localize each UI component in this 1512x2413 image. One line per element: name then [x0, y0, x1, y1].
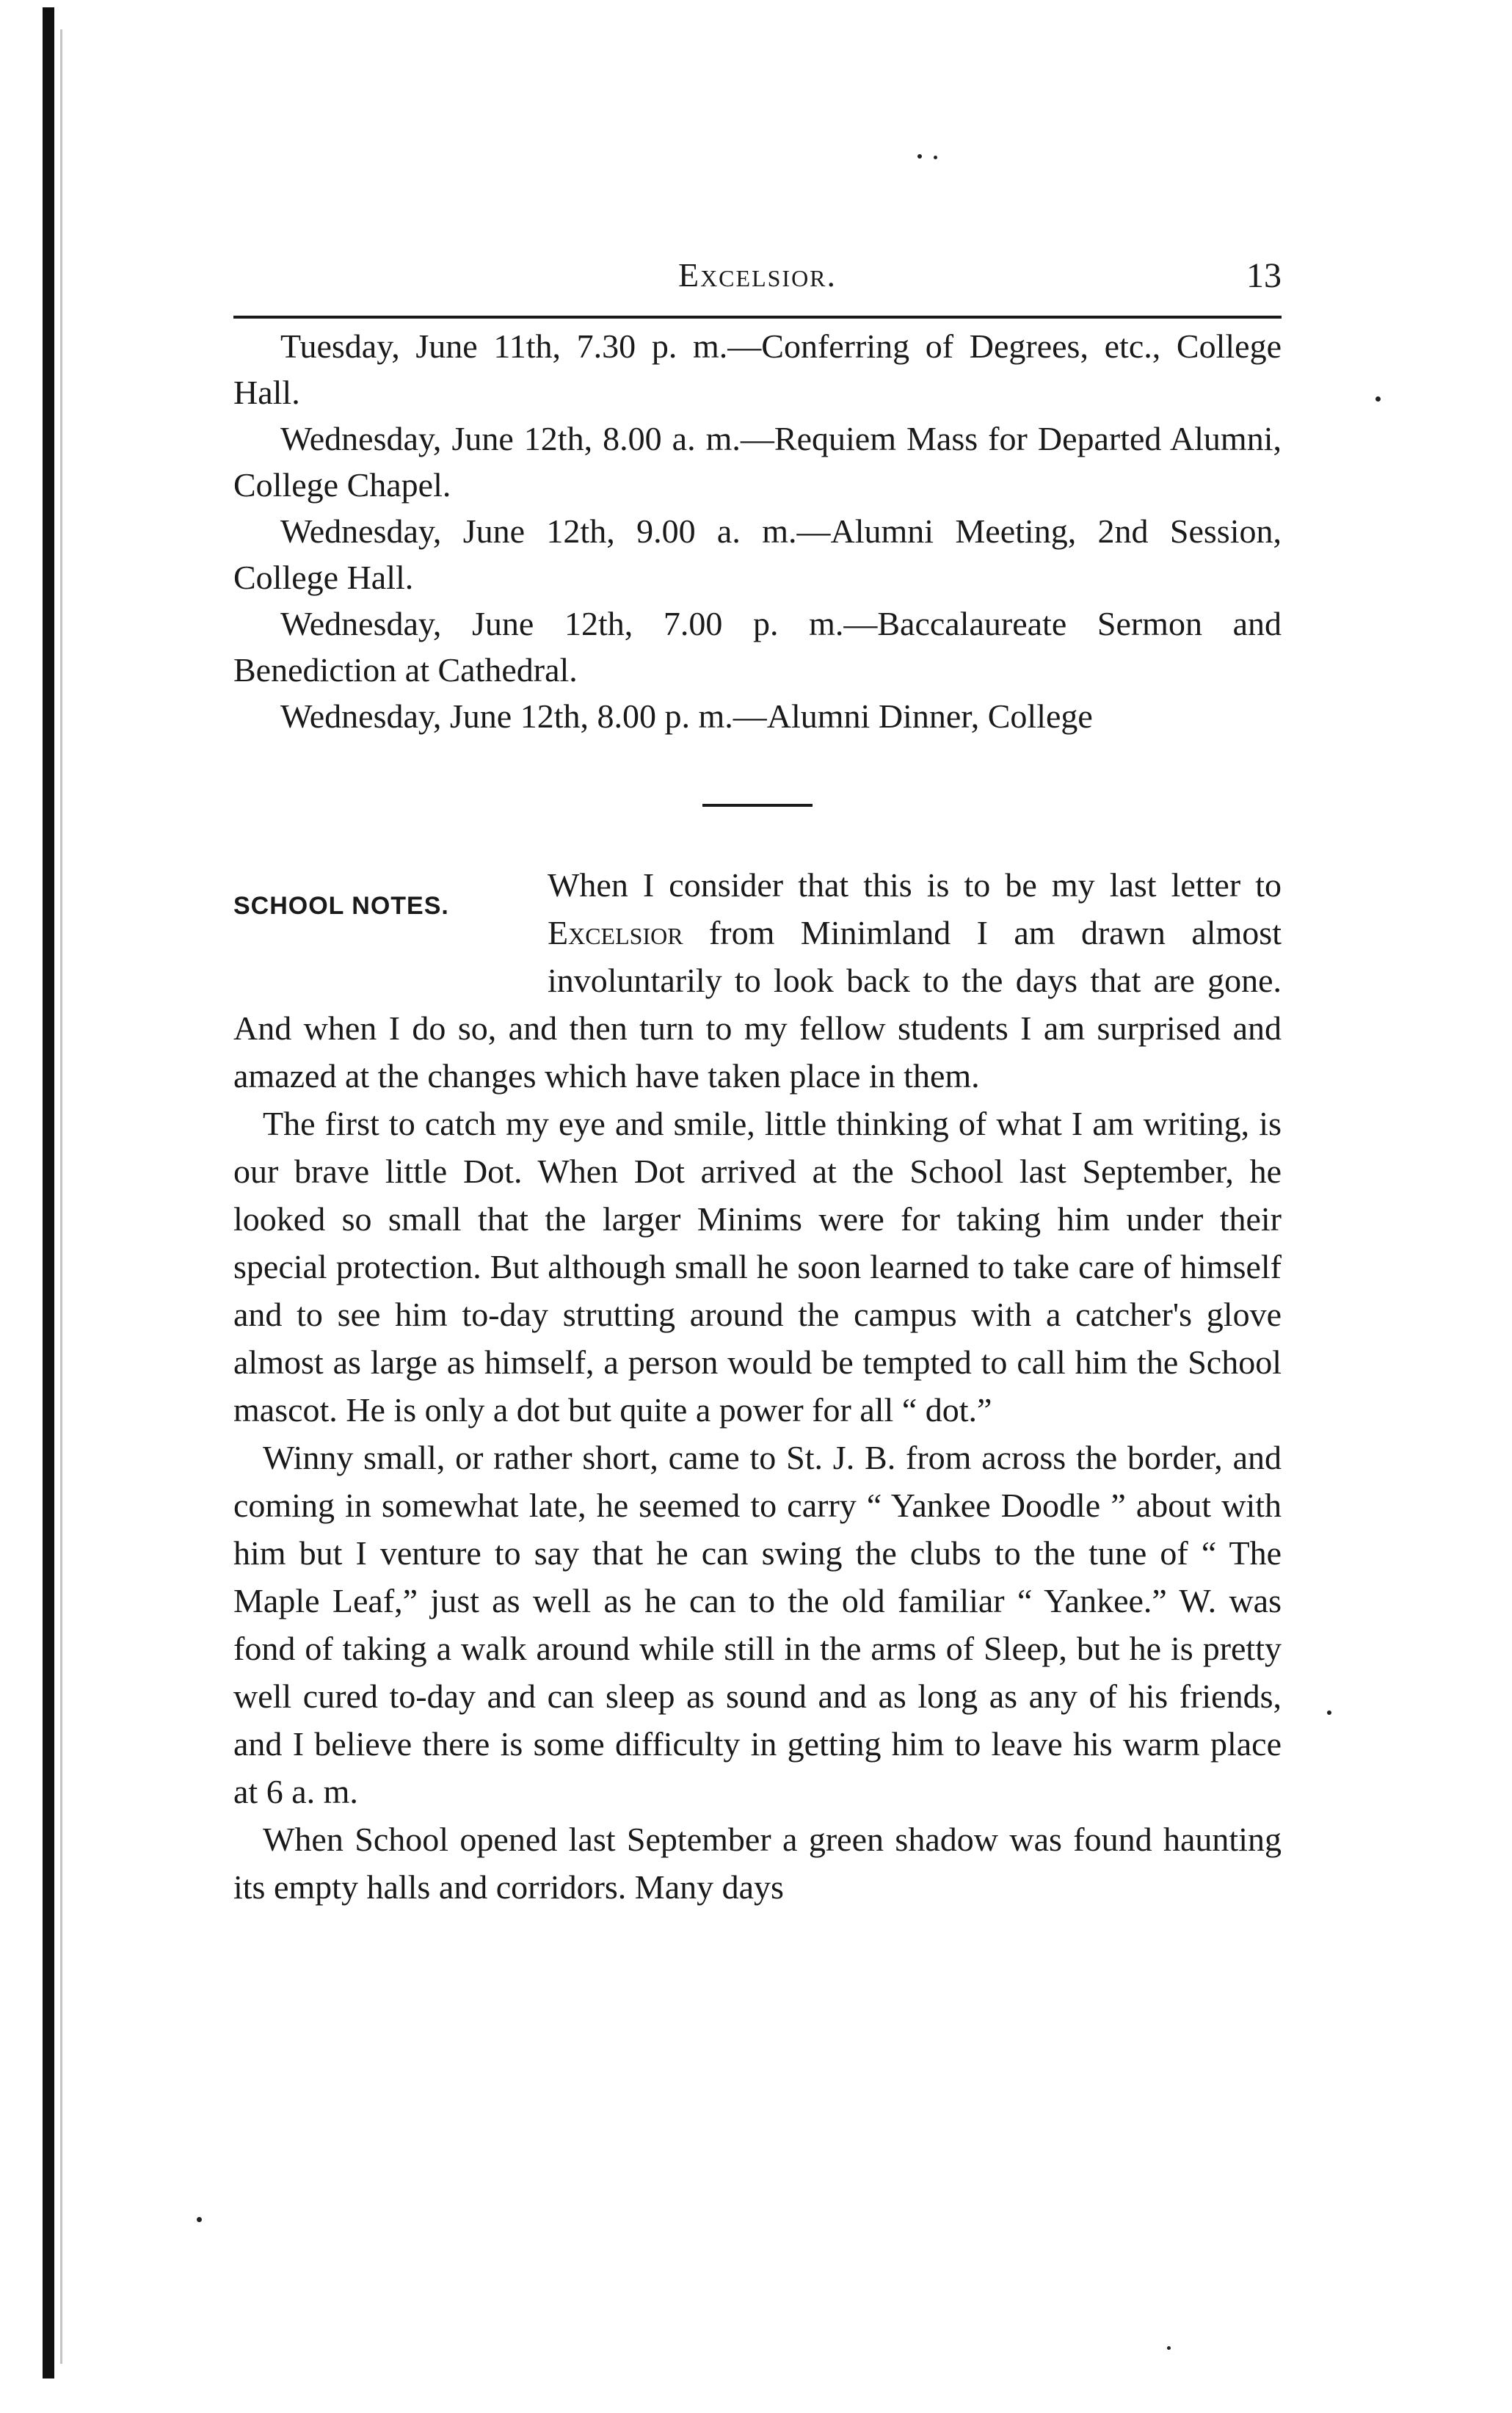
page-number: 13	[1246, 256, 1282, 295]
schedule-entry: Wednesday, June 12th, 8.00 p. m.—Alumni Dinner, College	[280, 697, 1093, 735]
school-notes-section	[233, 861, 1282, 1911]
print-speck	[1167, 2346, 1171, 2350]
print-speck	[917, 154, 922, 159]
magazine-name: Excelsior	[548, 914, 683, 951]
running-head-title: Excelsior.	[677, 256, 837, 294]
schedule-entry: Wednesday, June 12th, 9.00 a. m.—Alumni Meeting, 2nd Session, College Hall.	[233, 512, 1282, 596]
section-divider	[702, 804, 813, 807]
commencement-schedule	[233, 323, 1282, 739]
book-page	[233, 242, 1282, 1911]
schedule-entry: Tuesday, June 11th, 7.30 p. m.—Conferring of Degrees, etc., College Hall.	[233, 327, 1282, 411]
schedule-entry: Wednesday, June 12th, 7.00 p. m.—Baccalaureate Sermon and Benediction at Cathedral.	[233, 605, 1282, 689]
intro-text-end: from Minimland I am drawn almost involuntarily to look back to the days that are gone. And when I do so, and then turn to my fellow students I am surprised and amazed at the changes which have taken place in them.	[233, 914, 1282, 1095]
header-rule	[233, 316, 1282, 319]
schedule-entry: Wednesday, June 12th, 8.00 a. m.—Requiem Mass for Departed Alumni, College Chapel.	[233, 420, 1282, 504]
running-head	[233, 242, 1282, 323]
binding-shadow	[60, 29, 62, 2364]
print-speck	[197, 2217, 202, 2222]
notes-paragraph: The first to catch my eye and smile, little thinking of what I am writing, is our brave little Dot. When Dot arrived at the School last September, he looked so small that the larger Minims were for taking him under their special protection. But although small he soon learned to take care of himself and to see him to-day strutting around the campus with a catcher's glove almost as large as himself, a person would be tempted to call him the School mascot. He is only a dot but quite a power for all “ dot.”	[233, 1105, 1282, 1429]
notes-paragraph: Winny small, or rather short, came to St. J. B. from across the border, and coming in somewhat late, he seemed to carry “ Yankee Doodle ” about with him but I venture to say that he can swing the clubs to the tune of “ The Maple Leaf,” just as well as he can to the old familiar “ Yankee.” W. was fond of taking a walk around while still in the arms of Sleep, but he is pretty well cured to-day and can sleep as sound and as long as any of his friends, and I believe there is some difficulty in getting him to leave his warm place at 6 a. m.	[233, 1439, 1282, 1810]
intro-text-start: When I consider that this is to be my last letter to	[548, 866, 1282, 904]
binding-edge	[43, 7, 54, 2378]
print-speck	[1375, 396, 1381, 402]
print-speck	[934, 156, 937, 159]
school-notes-heading: SCHOOL NOTES.	[233, 892, 449, 920]
print-speck	[1327, 1710, 1331, 1715]
notes-paragraph: When School opened last September a green shadow was found haunting its empty halls and corridors. Many days	[233, 1821, 1282, 1906]
